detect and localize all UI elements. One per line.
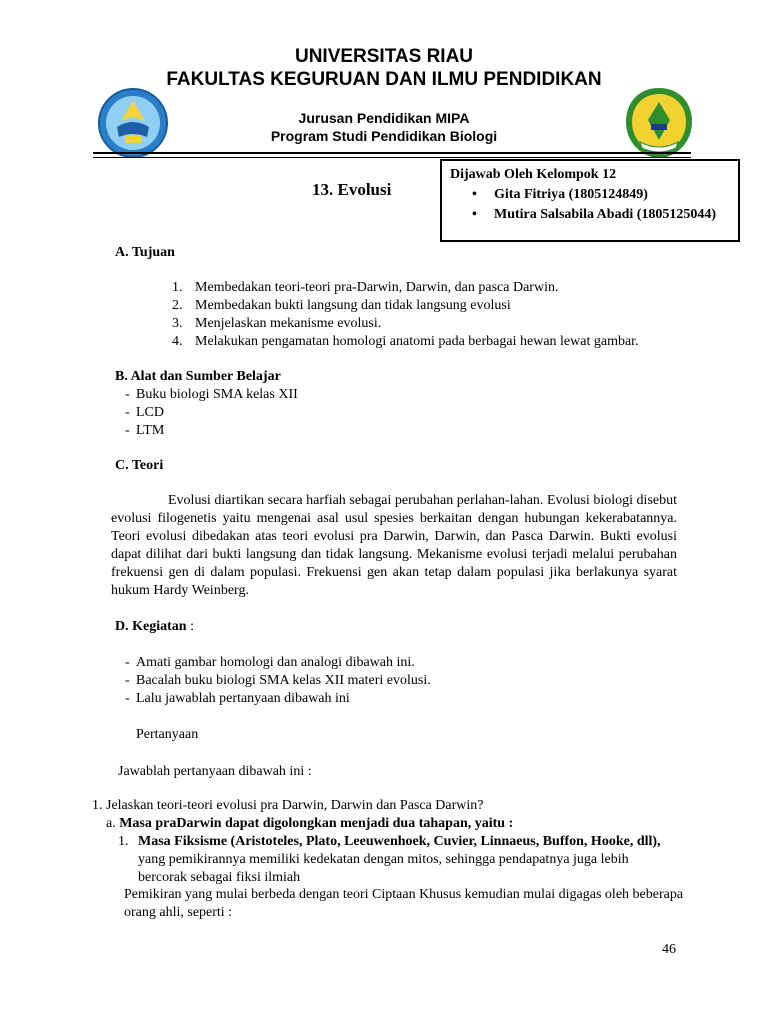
theory-paragraph: Evolusi diartikan secara harfiah sebagai perubahan perlahan-lahan. Evolusi biologi disebut evolusi filogenetis yaitu mengenai asal usul spesies berkaitan dengan hubungan kekerabatannya. Teori evolusi dibedakan atas teori evolusi pra Darwin, Darwin, dan Pasca Darwin. Bukti evolusi dapat dilihat dari bukti langsung dan tidak langsung. Mekanisme evolusi terjadi melalui perubahan frekuensi gen di dalam populasi. Frekuensi gen akan tetap dalam populasi jika berlakunya syarat hukum Hardy Weinberg. bbox=[111, 493, 677, 598]
item-bold-text: Masa Fiksisme (Aristoteles, Plato, Leeuwenhoek, Cuvier, Linnaeus, Buffon, Hooke, dll), bbox=[138, 834, 661, 849]
tools-list bbox=[125, 386, 525, 440]
section-d-colon: : bbox=[186, 619, 194, 634]
section-b-heading: B. Alat dan Sumber Belajar bbox=[115, 369, 281, 384]
question-1a-text: Masa praDarwin dapat digolongkan menjadi dua tahapan, yaitu : bbox=[119, 816, 514, 831]
questions-label: Pertanyaan bbox=[136, 727, 199, 742]
list-item: - LTM bbox=[125, 422, 525, 440]
group-answer-box bbox=[440, 159, 740, 242]
questions-instruction: Jawablah pertanyaan dibawah ini : bbox=[118, 764, 312, 779]
item-number: 3. bbox=[172, 316, 183, 331]
page-number: 46 bbox=[662, 942, 676, 957]
item-number: 4. bbox=[172, 334, 183, 349]
item-text: Membedakan teori-teori pra-Darwin, Darwin, dan pasca Darwin. bbox=[195, 280, 559, 295]
group-member: • Mutira Salsabila Abadi (1805125044) bbox=[450, 205, 730, 225]
section-c-heading: C. Teori bbox=[115, 458, 164, 473]
activity-list bbox=[125, 654, 625, 708]
list-item: - Bacalah buku biologi SMA kelas XII materi evolusi. bbox=[125, 672, 625, 690]
list-item: - Amati gambar homologi dan analogi dibawah ini. bbox=[125, 654, 625, 672]
university-name: UNIVERSITAS RIAU bbox=[294, 46, 474, 67]
header-divider-thin bbox=[93, 157, 691, 158]
item-number: 1. bbox=[172, 280, 183, 295]
section-a-heading: A. Tujuan bbox=[115, 245, 175, 260]
chapter-title: 13. Evolusi bbox=[312, 180, 392, 199]
question-1a bbox=[106, 815, 686, 833]
faculty-name: FAKULTAS KEGURUAN DAN ILMU PENDIDIKAN bbox=[166, 69, 602, 90]
section-d-heading-wrap bbox=[115, 618, 194, 636]
item-text: Membedakan bukti langsung dan tidak langsung evolusi bbox=[195, 298, 511, 313]
item-text: Melakukan pengamatan homologi anatomi pada berbagai hewan lewat gambar. bbox=[195, 334, 639, 349]
list-item bbox=[172, 315, 692, 333]
list-item bbox=[172, 279, 692, 297]
list-item: - Buku biologi SMA kelas XII bbox=[125, 386, 525, 404]
item-text: yang pemikirannya memiliki kedekatan dengan mitos, sehingga pendapatnya juga lebih bercorak sebagai fiksi ilmiah bbox=[138, 852, 629, 885]
section-d-heading: D. Kegiatan bbox=[115, 619, 187, 634]
group-title: Dijawab Oleh Kelompok 12 bbox=[450, 167, 617, 182]
item-number: 1. bbox=[118, 834, 129, 849]
question-1a-prefix: a. bbox=[106, 816, 120, 831]
item-number: 2. bbox=[172, 298, 183, 313]
question-1a-followup: Pemikiran yang mulai berbeda dengan teori Ciptaan Khusus kemudian mulai digagas oleh beberapa orang ahli, seperti : bbox=[124, 887, 684, 920]
list-item bbox=[172, 297, 692, 315]
objectives-list bbox=[172, 279, 692, 351]
list-item bbox=[172, 333, 692, 351]
department-name: Jurusan Pendidikan MIPA bbox=[298, 110, 470, 126]
item-text: Menjelaskan mekanisme evolusi. bbox=[195, 316, 382, 331]
list-item: - LCD bbox=[125, 404, 525, 422]
header-divider-thick bbox=[93, 152, 691, 154]
list-item: - Lalu jawablah pertanyaan dibawah ini bbox=[125, 690, 625, 708]
program-name: Program Studi Pendidikan Biologi bbox=[270, 128, 498, 144]
question-1: 1. Jelaskan teori-teori evolusi pra Darwin, Darwin dan Pasca Darwin? bbox=[92, 798, 484, 813]
question-1a-item-1 bbox=[118, 833, 676, 887]
group-member-list bbox=[450, 185, 730, 225]
group-member: • Gita Fitriya (1805124849) bbox=[450, 185, 730, 205]
